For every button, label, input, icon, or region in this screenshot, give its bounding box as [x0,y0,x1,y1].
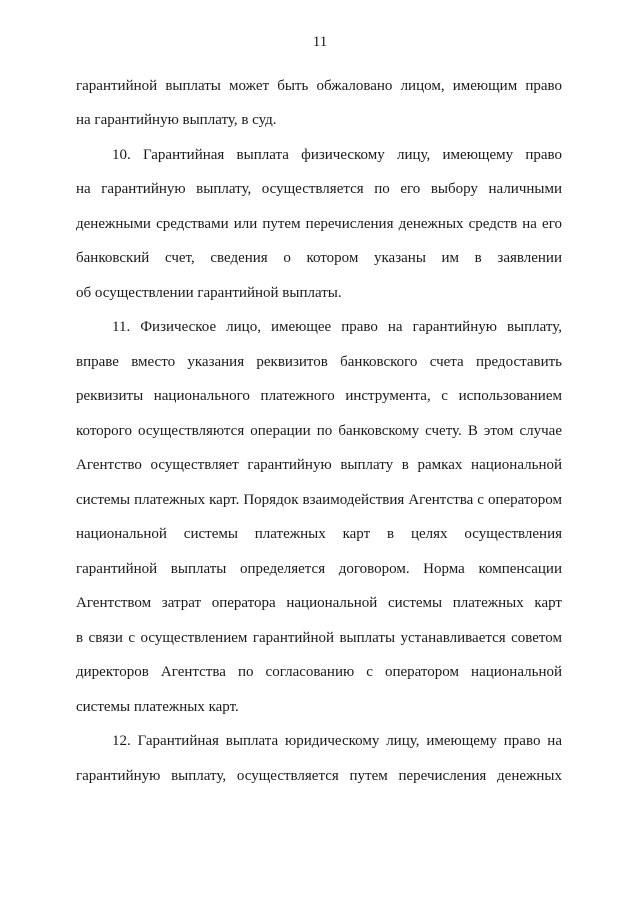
text-line: системы платежных карт. Порядок взаимодействия Агентства с оператором [76,492,562,508]
text-line: об осуществлении гарантийной выплаты. [76,285,342,301]
text-line: директоров Агентства по согласованию с оператором национальной [76,664,562,680]
paragraph-11-first-line: 11. Физическое лицо, имеющее право на гарантийную выплату, [112,319,562,335]
text-line: системы платежных карт. [76,699,239,715]
page-number: 11 [312,34,328,50]
text-line: которого осуществляются операции по банковскому счету. В этом случае [76,423,562,439]
text-line: Агентство осуществляет гарантийную выплату в рамках национальной [76,457,562,473]
paragraph-12-first-line: 12. Гарантийная выплата юридическому лицу, имеющему право на [112,733,562,749]
text-line: Агентством затрат оператора национальной системы платежных карт [76,595,562,611]
text-line: денежными средствами или путем перечисления денежных средств на его [76,216,562,232]
text-line: национальной системы платежных карт в целях осуществления [76,526,562,542]
text-line: банковский счет, сведения о котором указаны им в заявлении [76,250,562,266]
text-line: вправе вместо указания реквизитов банковского счета предоставить [76,354,562,370]
text-line: на гарантийную выплату, осуществляется по его выбору наличными [76,181,562,197]
paragraph-10-first-line: 10. Гарантийная выплата физическому лицу, имеющему право [112,147,562,163]
text-line: гарантийную выплату, осуществляется путем перечисления денежных [76,768,562,784]
text-line: гарантийной выплаты определяется договором. Норма компенсации [76,561,562,577]
text-line: гарантийной выплаты может быть обжаловано лицом, имеющим право [76,78,562,94]
text-line: в связи с осуществлением гарантийной выплаты устанавливается советом [76,630,562,646]
text-line: реквизиты национального платежного инструмента, с использованием [76,388,562,404]
text-line: на гарантийную выплату, в суд. [76,112,277,128]
